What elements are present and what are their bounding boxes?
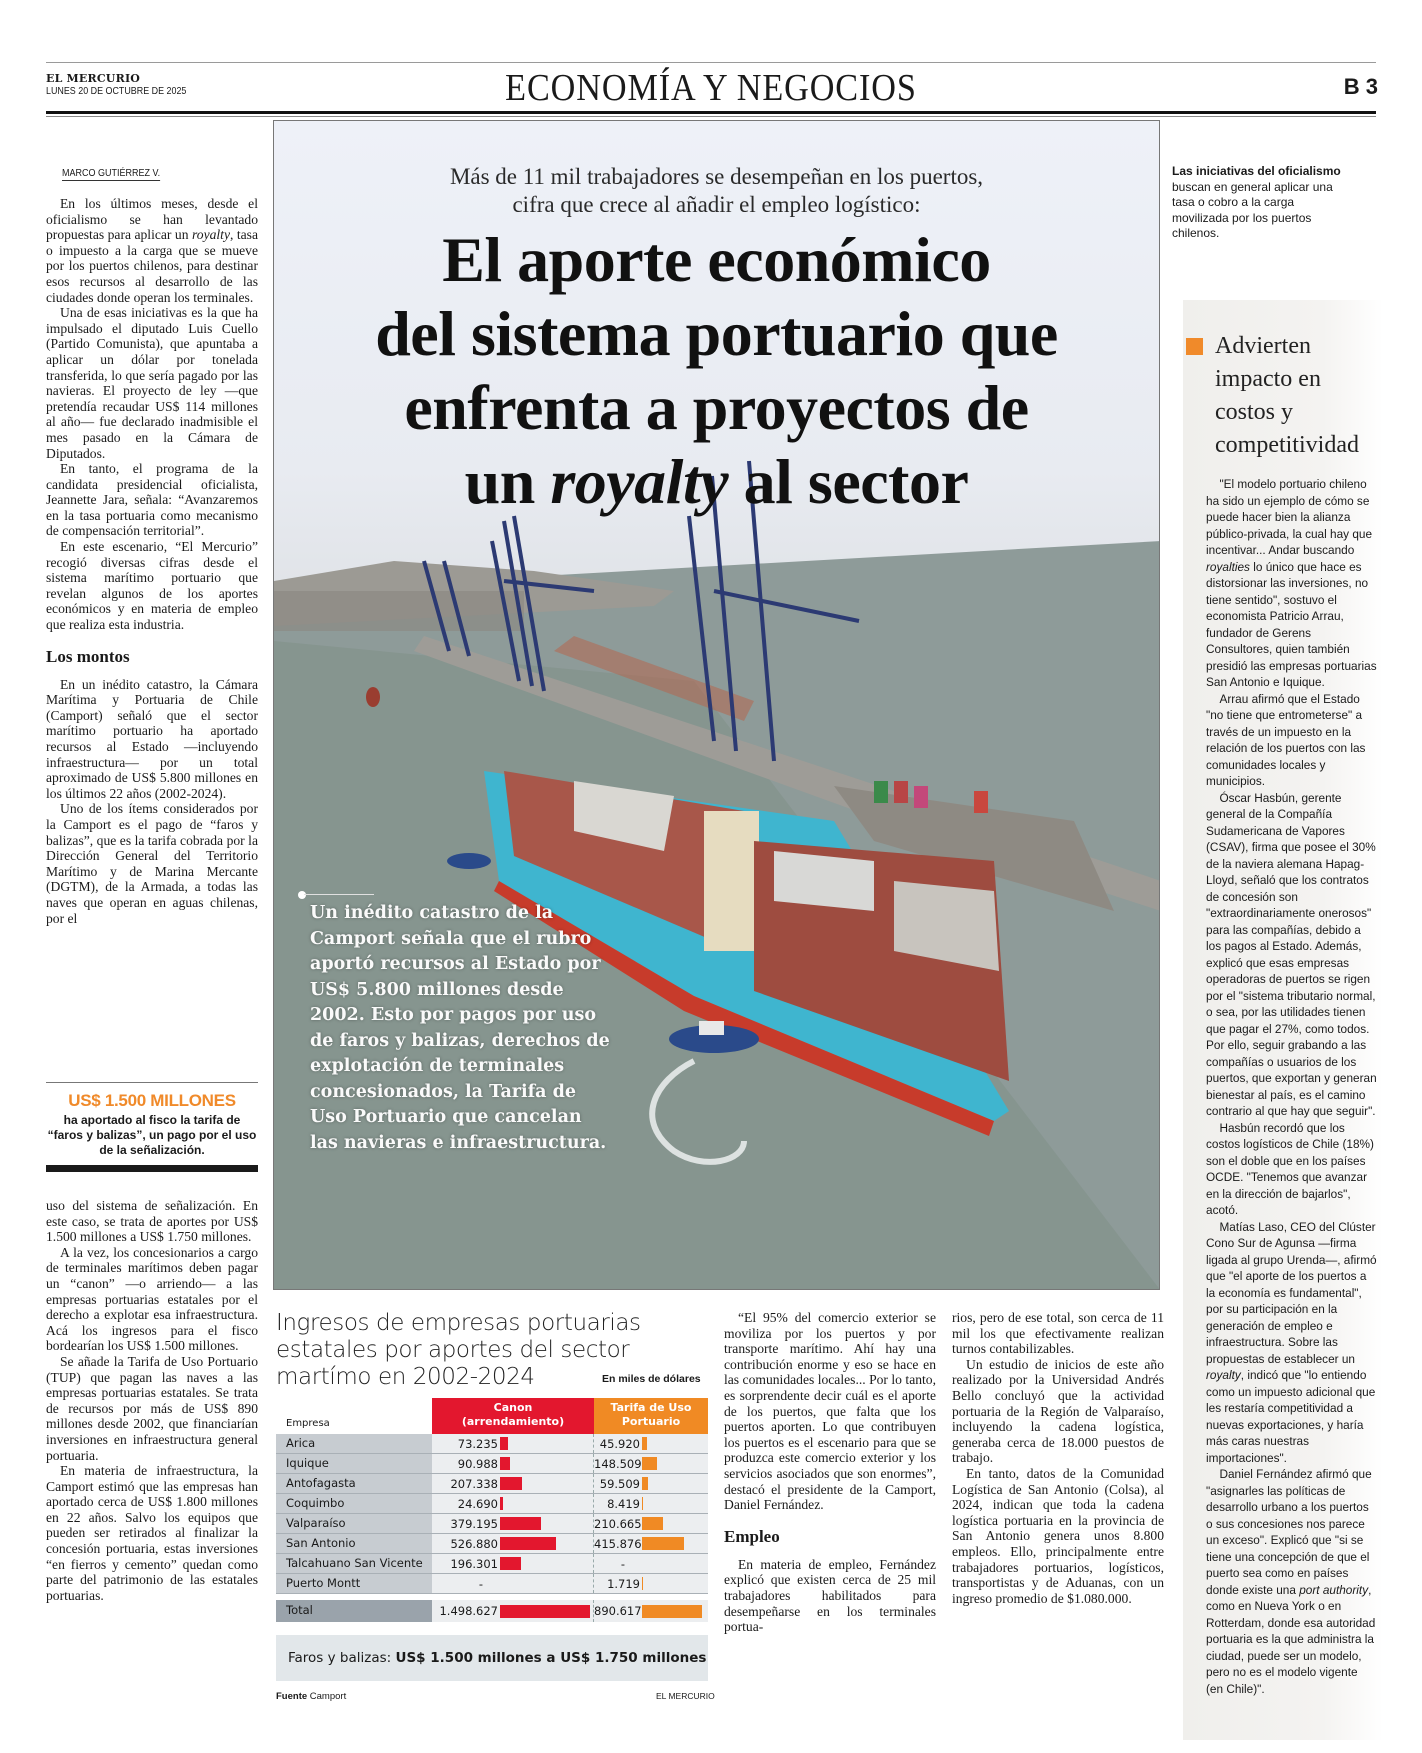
source-label: Fuente (276, 1691, 308, 1702)
cell-canon (432, 1574, 594, 1593)
tup-value: 148.509 (594, 1456, 642, 1471)
paragraph: Se añade la Tarifa de Uso Portuario (TUP) que pagan las naves a las empresas portuarias estatales. Se trata de recursos por más de US$ 890 millones desde 2002, que financiarían inversiones en infraestructura general portuaria. (46, 1353, 258, 1463)
cell-canon (432, 1600, 594, 1622)
col-header-tup-label: Tarifa de Uso Portuario (610, 1401, 692, 1428)
newspaper-name: EL MERCURIO (46, 72, 141, 85)
tup-value: 1.719 (607, 1576, 640, 1591)
article-column-1-bottom (46, 1198, 258, 1603)
tugboat-cabin (699, 1021, 724, 1035)
pull-quote-figure: US$ 1.500 MILLONES (68, 1091, 236, 1110)
byline: MARCO GUTIÉRREZ V. (62, 168, 161, 179)
source-note (276, 1691, 346, 1702)
table-row-total (276, 1600, 708, 1622)
canon-bar (500, 1537, 556, 1550)
table-row (276, 1534, 708, 1554)
canon-bar (500, 1517, 541, 1530)
paragraph: Arrau afirmó que el Estado "no tiene que entrometerse" a través de un impuesto en la relación de los puertos con las comunidades locales y municipios. (1206, 691, 1366, 788)
cell-tup (594, 1554, 708, 1573)
table-row (276, 1474, 708, 1494)
tup-bar (642, 1437, 647, 1450)
cell-canon (432, 1434, 594, 1453)
cell-tup (594, 1474, 708, 1493)
canon-value: 207.338 (450, 1476, 498, 1491)
cell-canon (432, 1554, 594, 1573)
canon-value: 73.235 (457, 1436, 498, 1451)
paragraph: A la vez, los concesionarios a cargo de terminales marítimos deben pagar un “canon” —o arriendo— a las empresas portuarias estatales por el derecho a explotar esa infraestructura. Acá los ingresos para el fisco bordearían los US$ 1.500 millones. (46, 1244, 258, 1354)
tup-value: 8.419 (607, 1496, 640, 1511)
cell-tup (594, 1434, 708, 1453)
canon-bar (500, 1437, 508, 1450)
canon-value: 1.498.627 (439, 1604, 498, 1618)
cell-tup (594, 1454, 708, 1473)
paragraph: uso del sistema de señalización. En este caso, se trata de aportes por US$ 1.500 millones a US$ 1.750 millones. (46, 1198, 258, 1245)
cell-canon (432, 1474, 594, 1493)
headline-kicker (274, 163, 1159, 219)
headline-italic: royalty (550, 446, 729, 517)
table-body (276, 1434, 708, 1622)
cell-empresa: Talcahuano San Vicente (276, 1554, 432, 1573)
headline-line-2: del sistema portuario que (375, 298, 1058, 369)
cell-tup (594, 1600, 708, 1622)
canon-value: 526.880 (450, 1536, 498, 1551)
faros-label: Faros y balizas: (288, 1650, 396, 1666)
cell-canon (432, 1514, 594, 1533)
tup-bar (642, 1517, 663, 1530)
headline-line-1: El aporte económico (442, 224, 991, 295)
tup-bar (642, 1537, 684, 1550)
container-stack (874, 781, 888, 803)
paragraph: rios, pero de ese total, son cerca de 11 mil los que efectivamente realizan turnos contabilizables. (952, 1310, 1164, 1357)
pilot-boat (366, 687, 380, 707)
col-header-canon (432, 1398, 594, 1434)
headline-line-4 (274, 445, 1159, 519)
tup-value: 59.509 (599, 1476, 640, 1491)
paragraph: Uno de los ítems considerados por la Camport es el pago de “faros y balizas”, que es la tarifa cobrada por la Dirección General del Territorio Marítimo y de Marina Mercante (DGTM), de la Armada, a todas las naves que operan en aguas chilenas, por el (46, 801, 258, 926)
cell-empresa: Arica (276, 1434, 432, 1453)
masthead-thin-rule (46, 116, 1376, 117)
kicker-line-1: Más de 11 mil trabajadores se desempeñan en los puertos, (449, 164, 984, 189)
subhead-los-montos: Los montos (46, 646, 130, 666)
paragraph: Una de esas iniciativas es la que ha impulsado el diputado Luis Cuello (Partido Comunista), que apuntaba a aplicar un dólar por tonelada transferida, lo que sería pagado por las navieras. El proyecto de ley —que pretendía recaudar US$ 114 millones al año— fue declarado inadmisible el mes pasado en la Cámara de Diputados. (46, 305, 258, 461)
tup-bar (642, 1577, 643, 1590)
table-row (276, 1434, 708, 1454)
italic-term: royalty (1206, 1368, 1241, 1382)
hero-photo (273, 120, 1160, 1290)
revenue-table (276, 1398, 708, 1622)
cell-empresa: Valparaíso (276, 1514, 432, 1533)
paragraph (1206, 1219, 1377, 1467)
tugboat (447, 853, 491, 869)
teaser-text: buscan en general aplicar una tasa o cobro a la carga movilizada por los puertos chilenos. (1172, 179, 1333, 240)
paragraph: Óscar Hasbún, gerente general de la Compañía Sudamericana de Vapores (CSAV), firma que posee el 30% de la naviera alemana Hapag-Lloyd, señaló que los contratos de concesión son "extraordinariamente onerosos" para las compañías, debido a los pagos al Estado. Además, explicó que esas empresas operadoras de puertos se rigen por el "sistema tributario normal, o sea, por las utilidades tienen que pagar el 27%, como todos. Por ello, seguir grabando a las compañías o usuarios de los puertos, que exportan y generan bienestar al país, es el camino contrario al que hay que seguir". (1206, 790, 1377, 1118)
issue-date: LUNES 20 DE OCTUBRE DE 2025 (46, 85, 187, 97)
paragraph (1206, 1466, 1377, 1697)
pull-quote-text: ha aportado al fisco la tarifa de “faros y balizas”, un pago por el uso de la señalización. (47, 1113, 257, 1157)
col-header-tup (594, 1398, 708, 1434)
graphic-credit: EL MERCURIO (656, 1691, 715, 1701)
text: , como en Nueva York o en Rotterdam, donde esa autoridad portuaria es la que administra la ciudad, puede ser un modelo, pero no es el modelo vigente (en Chile)". (1206, 1582, 1376, 1696)
tup-value: 890.617 (594, 1604, 642, 1618)
tup-value: - (620, 1556, 626, 1571)
tup-bar (642, 1457, 657, 1470)
cell-empresa: Antofagasta (276, 1474, 432, 1493)
headline (274, 223, 1159, 519)
italic-term: royalties (1206, 559, 1250, 574)
tup-value: 210.665 (594, 1516, 642, 1531)
table-row (276, 1454, 708, 1474)
canon-bar (500, 1605, 590, 1618)
canon-value: 379.195 (450, 1516, 498, 1531)
table-row (276, 1574, 708, 1594)
container-stack (914, 786, 928, 808)
cell-empresa: Iquique (276, 1454, 432, 1473)
cell-tup (594, 1514, 708, 1533)
italic-term: port authority (1299, 1582, 1369, 1597)
city-blocks (274, 591, 524, 631)
caption-rule (304, 894, 374, 895)
container-stack (894, 781, 908, 803)
ship-bridge (704, 811, 759, 951)
pull-quote-rule (46, 1165, 258, 1172)
text: Matías Laso, CEO del Clúster Cono Sur de Agunsa —firma ligada al grupo Urenda—, afirmó que "el aporte de los puertos a la economía es fundamental", por su participación en la generación de empleo e infraestructura. Sobre las propuestas de establecer un (1206, 1219, 1377, 1366)
paragraph (1206, 476, 1377, 691)
royalty-term: royalty (191, 227, 230, 243)
kicker-line-2: cifra que crece al añadir el empleo logístico: (512, 192, 921, 217)
tup-bar (642, 1497, 643, 1510)
photo-caption: Un inédito catastro de la Camport señala que el rubro aportó recursos al Estado por US$ 5.800 millones desde 2002. Esto por pagos por uso de faros y balizas, derechos de explotación de terminales concesionados, la Tarifa de Uso Portuario que cancelan las navieras e infraestructura. (310, 903, 610, 1153)
headline-text: al sector (728, 446, 969, 517)
sidebar-body (1206, 476, 1377, 1697)
canon-value: 24.690 (457, 1496, 498, 1511)
sidebar-heading: Advierten impacto en costos y competitividad (1215, 333, 1359, 458)
paragraph: “El 95% del comercio exterior se moviliza por los puertos y por transporte marítimo. Ahí hay una contribución enorme y eso se hace en las comunidades locales... Por lo tanto, es sorprendente decir cuál es el aporte de los puertos, que falta que los puertos aporten. Lo que contribuyen los puertos es el escenario para que se produzca este comercio exterior y los servicios asociados que son enormes”, destacó el presidente de la Camport, Daniel Fernández. (724, 1310, 936, 1513)
cell-empresa: Total (276, 1600, 432, 1622)
paragraph: Un estudio de inicios de este año realizado por la Universidad Andrés Bello concluyó que la actividad portuaria de la Región de Valparaíso, incluyendo la cadena logística, generaba cerca de 18.000 puestos de trabajo. (952, 1356, 1164, 1466)
table-row (276, 1554, 708, 1574)
canon-value: 90.988 (457, 1456, 498, 1471)
headline-line-3: enfrenta a proyectos de (404, 372, 1029, 443)
tup-bar (642, 1477, 648, 1490)
paragraph: En materia de empleo, Fernández explicó que existen cerca de 25 mil trabajadores habilitados para desempeñarse en los terminales portua- (724, 1556, 936, 1635)
canon-bar (500, 1457, 510, 1470)
section-title: ECONOMÍA Y NEGOCIOS (505, 67, 917, 109)
orange-square-icon (1186, 338, 1203, 355)
article-column-4 (952, 1310, 1164, 1606)
text: , indicó que "lo entiendo como un impuesto adicional que les restaría competitividad a nuevas exportaciones, y haría más caras nuestras importaciones". (1206, 1368, 1376, 1465)
canon-bar (500, 1497, 503, 1510)
masthead-top-rule (46, 62, 1376, 63)
subhead-empleo: Empleo (724, 1526, 780, 1546)
cell-tup (594, 1574, 708, 1593)
cell-tup (594, 1494, 708, 1513)
paragraph: Hasbún recordó que los costos logísticos de Chile (18%) son el doble que en los países OCDE. "Tenemos que avanzar en la dirección de bajarlos", acotó. (1206, 1120, 1374, 1217)
col-header-empresa: Empresa (286, 1418, 330, 1429)
article-column-1-top (46, 196, 258, 926)
tup-value: 45.920 (599, 1436, 640, 1451)
cell-canon (432, 1534, 594, 1553)
sidebar-teaser (1172, 164, 1352, 242)
container-stack-white (774, 851, 874, 911)
infographic-title: Ingresos de empresas portuarias estatales por aportes del sector martímo en 2002-2024 (276, 1310, 641, 1390)
cell-empresa: Puerto Montt (276, 1574, 432, 1593)
headline-text: un (464, 446, 551, 517)
cell-empresa: San Antonio (276, 1534, 432, 1553)
pull-quote (46, 1082, 258, 1172)
teaser-bold: Las iniciativas del oficialismo (1172, 164, 1341, 178)
paragraph: En este escenario, “El Mercurio” recogió diversas cifras desde el sistema marítimo portuario que revelan algunos de los aportes económicos y en materia de empleo que realiza esta industria. (46, 539, 258, 633)
source-value: Camport (309, 1691, 347, 1702)
table-row (276, 1494, 708, 1514)
paragraph: En un inédito catastro, la Cámara Marítima y Portuaria de Chile (Camport) señaló que el sector marítimo portuario ha aportado recursos al Estado —incluyendo infraestructura— por un total aproximado de US$ 5.800 millones en los últimos 22 años (2002-2024). (46, 676, 258, 801)
masthead-thick-rule (46, 111, 1376, 114)
text: "El modelo portuario chileno ha sido un ejemplo de cómo se puede hacer bien la alianza público-privada, la cual hay que incentivar... Andar buscando (1206, 477, 1373, 557)
text: Daniel Fernández afirmó que "asignarles las políticas de desarrollo urbano a los puertos o sus concesiones nos parece un exceso". Explicó que "si se tiene una concepción de que el puerto sea como en países donde existe una (1206, 1467, 1372, 1597)
canon-bar (500, 1557, 521, 1570)
canon-value: - (478, 1576, 484, 1591)
faros-value: US$ 1.500 millones a US$ 1.750 millones (395, 1650, 707, 1666)
canon-value: 196.301 (450, 1556, 498, 1571)
cell-canon (432, 1494, 594, 1513)
tup-bar (642, 1605, 702, 1618)
paragraph: En tanto, datos de la Comunidad Logística de San Antonio (Colsa), al 2024, indican que toda la cadena logística portuaria en la provincia de San Antonio genera unos 8.800 empleos. Ello, principalmente entre trabajadores portuarios, logísticos, transportistas y de Aduanas, con un ingreso promedio de $1.080.000. (952, 1465, 1164, 1606)
tup-value: 415.876 (594, 1536, 642, 1551)
faros-balizas-note (276, 1635, 708, 1681)
paragraph: En los últimos meses, desde el oficialismo se han levantado propuestas para aplicar un royalty, tasa o impuesto a la carga que se mueve por los puertos chilenos, para destinar esos recursos al desarrollo de las ciudades donde operan los terminales. (46, 196, 258, 305)
container-stack (974, 791, 988, 813)
table-row (276, 1514, 708, 1534)
paragraph: En materia de infraestructura, la Camport estimó que las empresas han aportado cerca de US$ 1.800 millones en 22 años. Salvo los equipos que pueden ser retirados al finalizar la concesión portuaria, estas inversiones “en fierros y cemento” quedan como parte del patrimonio de las estatales portuarias. (46, 1463, 258, 1603)
table-header (276, 1398, 708, 1434)
caption-bullet-icon (298, 891, 306, 899)
cell-empresa: Coquimbo (276, 1494, 432, 1513)
canon-bar (500, 1477, 522, 1490)
cell-tup (594, 1534, 708, 1553)
paragraph: En tanto, el programa de la candidata presidencial oficialista, Jeannette Jara, señala: “Avanzaremos en la tasa portuaria como mecanismo de compensación territorial”. (46, 461, 258, 539)
col-header-canon-label: Canon (arrendamiento) (461, 1401, 565, 1428)
page-number: B 3 (1343, 74, 1378, 99)
infographic-unit: En miles de dólares (602, 1373, 701, 1385)
article-column-3 (724, 1310, 936, 1635)
cell-canon (432, 1454, 594, 1473)
text: lo único que hace es distorsionar las inversiones, no tiene sentido", sostuvo el economista Patricio Arrau, fundador de Gerens Consultores, quien también presidió las empresas portuarias San Antonio e Iquique. (1206, 559, 1377, 689)
